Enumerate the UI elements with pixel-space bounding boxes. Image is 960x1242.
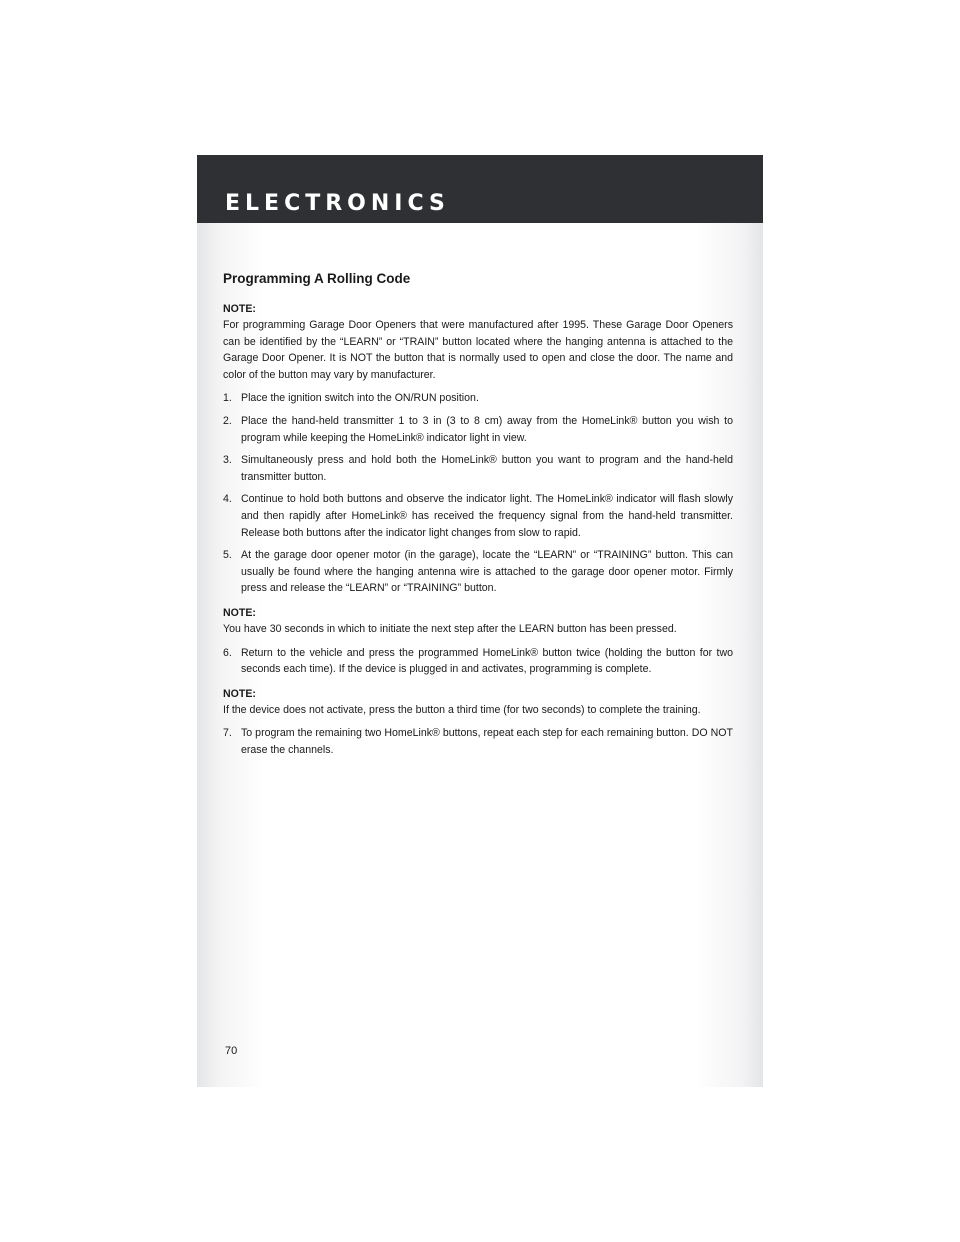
list-item (223, 390, 733, 407)
note-text: You have 30 seconds in which to initiate the next step after the LEARN button has been pressed. (223, 622, 677, 635)
step-text: To program the remaining two HomeLink® buttons, repeat each step for each remaining button. DO NOT erase the channels. (241, 727, 733, 756)
step-number: 3. (223, 454, 232, 467)
step-number: 6. (223, 646, 232, 659)
list-item (223, 725, 733, 758)
steps-list (223, 390, 733, 597)
step-number: 7. (223, 727, 232, 740)
note-label: NOTE: (223, 606, 256, 619)
list-item (223, 491, 733, 541)
section-heading: Programming A Rolling Code (223, 271, 411, 286)
step-number: 5. (223, 549, 232, 562)
steps-list (223, 725, 733, 758)
step-number: 2. (223, 414, 232, 427)
manual-page (197, 155, 763, 1087)
chapter-header (197, 155, 763, 223)
steps-list (223, 645, 733, 678)
page-content (223, 270, 733, 766)
step-text: At the garage door opener motor (in the garage), locate the “LEARN” or “TRAINING” button. This can usually be found where the hanging antenna wire is attached to the garage door opener motor. Firmly press and release the “LEARN” or “TRAINING” button. (241, 549, 733, 595)
note-label: NOTE: (223, 303, 256, 315)
step-text: Return to the vehicle and press the programmed HomeLink® button twice (holding the button for two seconds each time). If the device is plugged in and activates, programming is complete. (241, 646, 733, 676)
chapter-title: ELECTRONICS (225, 191, 450, 216)
list-item (223, 452, 733, 485)
page-number: 70 (225, 1045, 238, 1057)
step-text: Simultaneously press and hold both the HomeLink® button you want to program and the hand-held transmitter button. (241, 454, 733, 483)
step-text: Place the ignition switch into the ON/RUN position. (241, 392, 479, 405)
list-item (223, 645, 733, 678)
step-number: 4. (223, 493, 232, 506)
note-label: NOTE: (223, 687, 256, 700)
note-text: If the device does not activate, press the button a third time (for two seconds) to complete the training. (223, 703, 701, 716)
list-item (223, 413, 733, 446)
step-text: Continue to hold both buttons and observe the indicator light. The HomeLink® indicator will flash slowly and then rapidly after HomeLink® has received the frequency signal from the hand-held transmitter. Release both buttons after the indicator light changes from slow to rapid. (241, 493, 733, 539)
note-text: For programming Garage Door Openers that were manufactured after 1995. These Garage Door Openers can be identified by the “LEARN” or “TRAIN” button located where the hanging antenna is attached to the Garage Door Opener. It is NOT the button that is normally used to open and close the door. The name and color of the button may vary by manufacturer. (223, 319, 733, 381)
step-text: Place the hand-held transmitter 1 to 3 in (3 to 8 cm) away from the HomeLink® button you wish to program while keeping the HomeLink® indicator light in view. (241, 414, 733, 444)
step-number: 1. (223, 392, 232, 405)
list-item (223, 547, 733, 597)
